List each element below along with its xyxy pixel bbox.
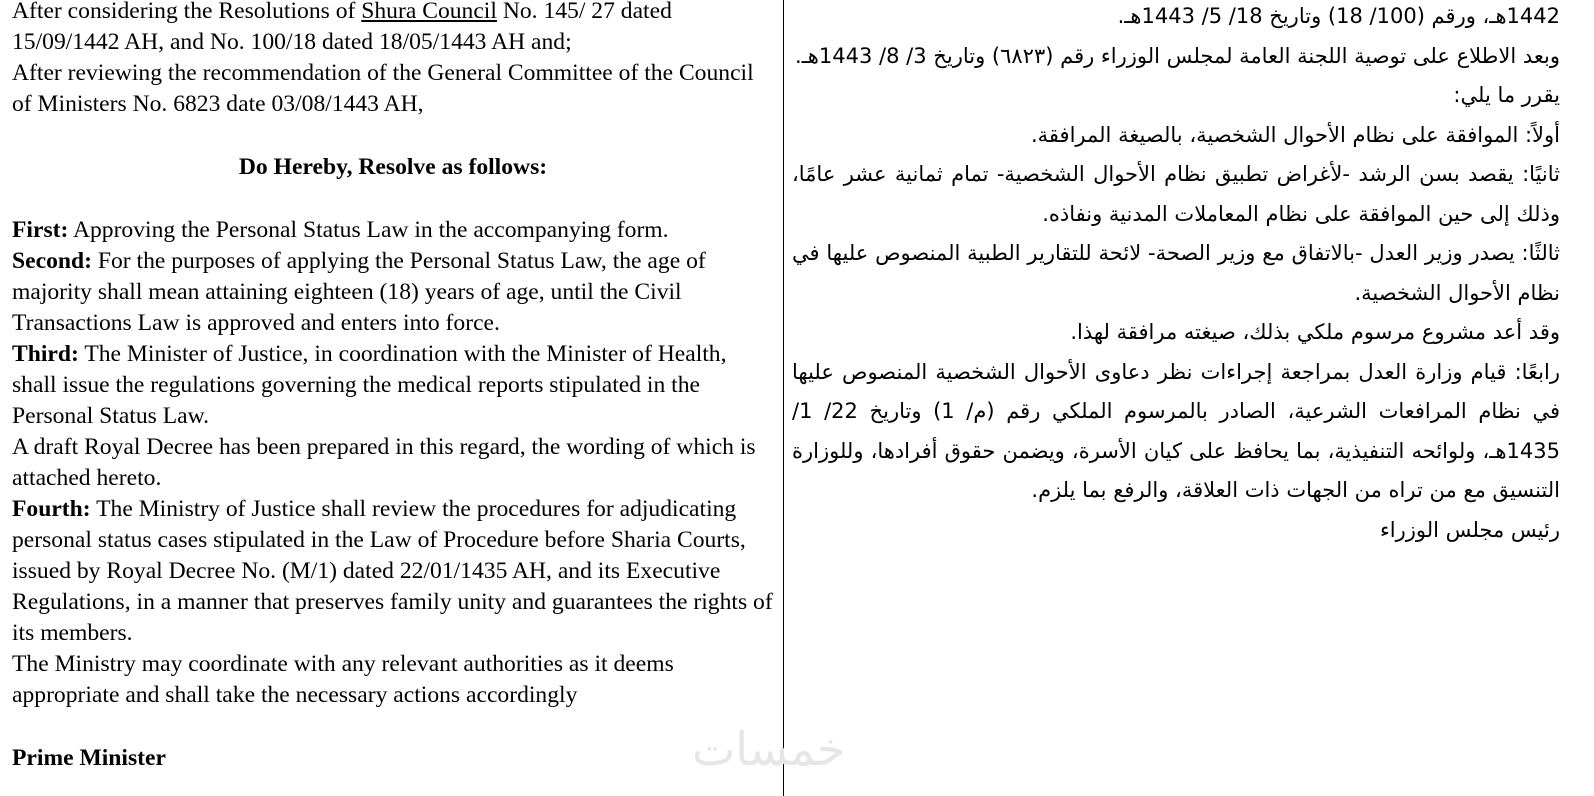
en-clause-first: First: Approving the Personal Status Law in the accompanying form. bbox=[12, 217, 669, 243]
ar-signature: رئيس مجلس الوزراء bbox=[1379, 517, 1560, 542]
spacer bbox=[12, 120, 774, 152]
fourth-label: Fourth: bbox=[12, 496, 91, 522]
english-column bbox=[12, 0, 774, 774]
spacer bbox=[12, 183, 774, 215]
en-clause-third: Third: The Minister of Justice, in coordination with the Minister of Health, shall issue the regulations governing the medical reports stipulated in the Personal Status Law. bbox=[12, 341, 727, 429]
third-label: Third: bbox=[12, 341, 79, 367]
second-label: Second: bbox=[12, 248, 92, 274]
ar-clause-first: أولاً: الموافقة على نظام الأحوال الشخصية، بالصيغة المرافقة. bbox=[1031, 122, 1560, 147]
ar-clause-fourth: رابعًا: قيام وزارة العدل بمراجعة إجراءات نظر دعاوى الأحوال الشخصية المنصوص عليها في نظام المرافعات الشرعية، الصادر بالمرسوم الملكي رقم (م/ 1) وتاريخ 22/ 1/ 1435هـ، ولوائحه التنفيذية، بما يحافظ على كيان الأسرة، ويضمن حقوق أفرادها، وللوزارة التنسيق مع من تراه من الجهات ذات العلاقة، والرفع بما يلزم. bbox=[792, 359, 1560, 502]
ar-paragraph-recommendation: وبعد الاطلاع على توصية اللجنة العامة لمجلس الوزراء رقم (٦٨٢٣) وتاريخ 3/ 8/ 1443هـ. bbox=[794, 43, 1560, 68]
resolve-heading: Do Hereby, Resolve as follows: bbox=[238, 154, 548, 180]
en-clause-second: Second: For the purposes of applying the Personal Status Law, the age of majority shall mean attaining eighteen (18) years of age, until the Civil Transactions Law is approved and enters into force. bbox=[12, 248, 706, 336]
en-coordinate-note: The Ministry may coordinate with any relevant authorities as it deems appropriate and shall take the necessary actions accordingly bbox=[12, 651, 674, 708]
ar-decides: يقرر ما يلي: bbox=[1453, 83, 1560, 107]
first-label: First: bbox=[12, 217, 69, 243]
column-divider bbox=[783, 0, 784, 796]
ar-draft-note: وقد أعد مشروع مرسوم ملكي بذلك، صيغته مرافقة لهذا. bbox=[1070, 320, 1560, 344]
arabic-column bbox=[792, 0, 1560, 550]
en-paragraph-recommendation: After reviewing the recommendation of the General Committee of the Council of Ministers No. 6823 date 03/08/1443 AH, bbox=[12, 60, 754, 117]
en-paragraph-shura: After considering the Resolutions of Shura Council No. 145/ 27 dated 15/09/1442 AH, and No. 100/18 dated 18/05/1443 AH and; bbox=[12, 0, 672, 55]
en-draft-note: A draft Royal Decree has been prepared in this regard, the wording of which is attached hereto. bbox=[12, 434, 756, 491]
shura-council-link[interactable]: Shura Council bbox=[361, 0, 497, 24]
ar-clause-third: ثالثًا: يصدر وزير العدل -بالاتفاق مع وزير الصحة- لائحة للتقارير الطبية المنصوص عليها في نظام الأحوال الشخصية. bbox=[792, 241, 1560, 305]
watermark-logo: خمسات bbox=[692, 722, 846, 776]
ar-paragraph-shura: 1442هـ، ورقم (100/ 18) وتاريخ 18/ 5/ 1443هـ. bbox=[1117, 4, 1560, 28]
en-signature: Prime Minister bbox=[12, 745, 166, 771]
ar-clause-second: ثانيًا: يقصد بسن الرشد -لأغراض تطبيق نظام الأحوال الشخصية- تمام ثمانية عشر عامًا، وذلك إلى حين الموافقة على نظام المعاملات المدنية ونفاذه. bbox=[792, 162, 1560, 226]
en-clause-fourth: Fourth: The Ministry of Justice shall review the procedures for adjudicating personal status cases stipulated in the Law of Procedure before Sharia Courts, issued by Royal Decree No. (M/1) dated 22/01/1435 AH, and its Executive Regulations, in a manner that preserves family unity and guarantees the rights of its members. bbox=[12, 496, 773, 646]
spacer bbox=[12, 711, 774, 743]
